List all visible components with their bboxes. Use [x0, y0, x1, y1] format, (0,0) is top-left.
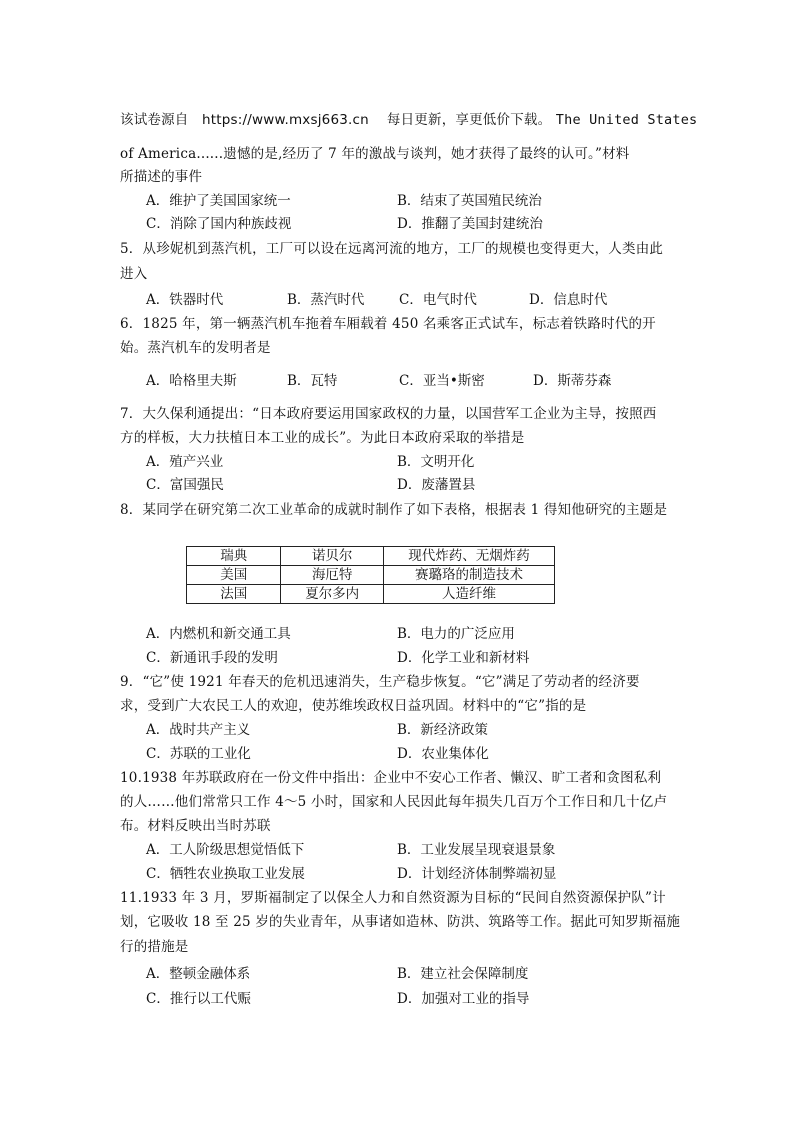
q5-text-line1: 5．从珍妮机到蒸汽机，工厂可以设在远离河流的地方，工厂的规模也变得更大，人类由此 [120, 241, 664, 257]
q11-option-c[interactable]: C．推行以工代赈 [146, 991, 251, 1007]
q9-option-b[interactable]: B．新经济政策 [397, 722, 488, 738]
q7-option-c[interactable]: C．富国强民 [146, 477, 224, 493]
q11-text-line1: 11.1933 年 3 月，罗斯福制定了以保全人力和自然资源为目标的“民间自然资源保护队”计 [120, 890, 666, 906]
q6-text-line1: 6．1825 年，第一辆蒸汽机车拖着车厢载着 450 名乘客正式试车，标志着铁路时代的开 [120, 316, 656, 332]
q9-text-line2: 求，受到广大农民工人的欢迎，使苏维埃政权日益巩固。材料中的“它”指的是 [120, 698, 587, 714]
q4-option-c[interactable]: C．消除了国内种族歧视 [146, 216, 292, 232]
q7-text-line2: 方的样板，大力扶植日本工业的成长”。为此日本政府采取的举措是 [120, 430, 525, 446]
q9-option-c[interactable]: C．苏联的工业化 [146, 746, 251, 762]
q8-option-c[interactable]: C．新通讯手段的发明 [146, 650, 278, 666]
table-cell-inventor: 诺贝尔 [281, 547, 383, 566]
q6-option-a[interactable]: A．哈格里夫斯 [146, 373, 237, 389]
q9-option-a[interactable]: A．战时共产主义 [146, 722, 251, 738]
q6-option-c[interactable]: C．亚当•斯密 [399, 373, 485, 389]
q8-option-d[interactable]: D．化学工业和新材料 [397, 650, 530, 666]
q10-text-line3: 布。材料反映出当时苏联 [120, 818, 271, 834]
q7-option-b[interactable]: B．文明开化 [397, 454, 475, 470]
q5-option-c[interactable]: C．电气时代 [399, 292, 477, 308]
source-slogan: 每日更新，享更低价下载。 [386, 112, 552, 128]
header-tail-text: The United States [555, 112, 698, 128]
q7-option-d[interactable]: D．废藩置县 [397, 477, 476, 493]
q4-option-a[interactable]: A．维护了美国国家统一 [146, 193, 291, 209]
q6-option-b[interactable]: B．瓦特 [287, 373, 338, 389]
q9-text-line1: 9．“它”使 1921 年春天的危机迅速消失，生产稳步恢复。“它”满足了劳动者的经济要 [120, 674, 640, 690]
q10-option-b[interactable]: B．工业发展呈现衰退景象 [397, 842, 556, 858]
q7-option-a[interactable]: A．殖产兴业 [146, 454, 224, 470]
q6-text-line2: 始。蒸汽机车的发明者是 [120, 340, 271, 356]
table-cell-country: 美国 [187, 566, 281, 585]
table-cell-inventor: 海厄特 [281, 566, 383, 585]
q4-option-d[interactable]: D．推翻了美国封建统治 [397, 216, 543, 232]
q11-text-line3: 行的措施是 [120, 939, 189, 955]
q11-option-b[interactable]: B．建立社会保障制度 [397, 966, 529, 982]
q9-option-d[interactable]: D．农业集体化 [397, 746, 489, 762]
table-cell-inventor: 夏尔多内 [281, 585, 383, 604]
table-cell-invention: 赛璐珞的制造技术 [383, 566, 554, 585]
q8-text-line1: 8．某同学在研究第二次工业革命的成就时制作了如下表格，根据表 1 得知他研究的主题是 [120, 502, 668, 518]
q11-option-d[interactable]: D．加强对工业的指导 [397, 991, 530, 1007]
table-cell-country: 瑞典 [187, 547, 281, 566]
q10-option-a[interactable]: A．工人阶级思想觉悟低下 [146, 842, 305, 858]
q6-option-d[interactable]: D．斯蒂芬森 [533, 373, 612, 389]
q8-option-a[interactable]: A．内燃机和新交通工具 [146, 626, 291, 642]
source-header [120, 108, 697, 128]
q10-text-line2: 的人……他们常常只工作 4～5 小时，国家和人民因此每年损失几百万个工作日和几十亿卢 [120, 794, 668, 810]
table-cell-invention: 人造纤维 [383, 585, 554, 604]
table-row [187, 585, 555, 604]
table-cell-invention: 现代炸药、无烟炸药 [383, 547, 554, 566]
q10-text-line1: 10.1938 年苏联政府在一份文件中指出：企业中不安心工作者、懒汉、旷工者和贪图私利 [120, 770, 662, 786]
q11-text-line2: 划，它吸收 18 至 25 岁的失业青年，从事诸如造林、防洪、筑路等工作。据此可知罗斯福施 [120, 914, 681, 930]
q11-option-a[interactable]: A．整顿金融体系 [146, 966, 251, 982]
q10-option-d[interactable]: D．计划经济体制弊端初显 [397, 866, 557, 882]
q10-option-c[interactable]: C．牺牲农业换取工业发展 [146, 866, 305, 882]
table-row [187, 547, 555, 566]
table-row [187, 566, 555, 585]
q5-option-d[interactable]: D．信息时代 [529, 292, 608, 308]
source-prefix: 该试卷源自 [120, 112, 189, 128]
q7-text-line1: 7．大久保利通提出：“日本政府要运用国家政权的力量，以国营军工企业为主导，按照西 [120, 406, 657, 422]
table-cell-country: 法国 [187, 585, 281, 604]
q8-option-b[interactable]: B．电力的广泛应用 [397, 626, 515, 642]
inventions-table [186, 546, 555, 604]
q4-option-b[interactable]: B．结束了英国殖民统治 [397, 193, 542, 209]
q5-option-a[interactable]: A．铁器时代 [146, 292, 224, 308]
q4-text-line2: 所描述的事件 [120, 169, 203, 185]
q5-option-b[interactable]: B．蒸汽时代 [287, 292, 365, 308]
q5-text-line2: 进入 [120, 266, 148, 282]
source-url[interactable]: https://www.mxsj663.cn [201, 112, 369, 128]
q4-text-line1: of America......遗憾的是,经历了 7 年的激战与谈判，她才获得了最终的认可。”材料 [120, 146, 630, 162]
